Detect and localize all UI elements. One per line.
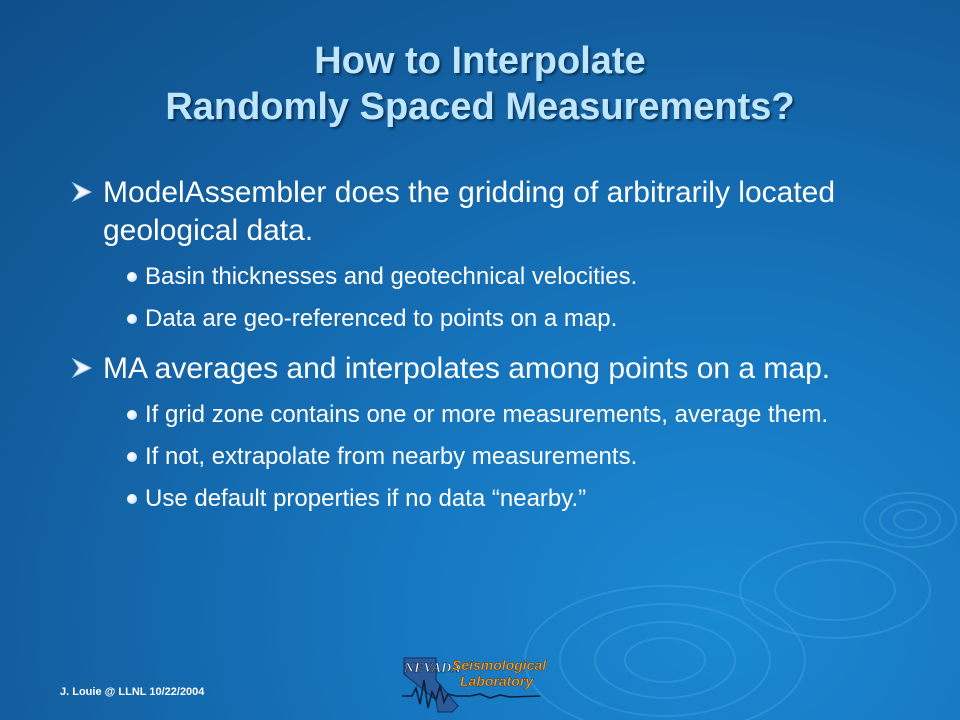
bullet-text: ModelAssembler does the gridding of arbitrarily located geological data. [103,176,836,247]
arrowhead-bullet-icon [70,180,94,204]
bullet-text: MA averages and interpolates among points on a map. [103,352,831,385]
sub-bullet-text: If grid zone contains one or more measurements, average them. [145,401,829,428]
sub-bullet-item [60,442,920,472]
sub-bullet-item [60,484,920,514]
footer-author: J. Louie @ LLNL 10/22/2004 [60,686,205,698]
slide-title [0,38,960,130]
bullet-list [60,168,920,514]
logo-nevada-text: NEVADA [404,661,461,676]
round-dot-bullet-icon [127,272,137,282]
round-dot-bullet-icon [127,314,137,324]
bullet-item [60,350,920,388]
round-dot-bullet-icon [127,452,137,462]
sub-bullet-item [60,400,920,430]
title-line-2: Randomly Spaced Measurements? [165,86,795,128]
sub-bullet-text: If not, extrapolate from nearby measurements. [145,443,638,470]
nevada-seismological-laboratory-logo [400,650,560,714]
arrowhead-bullet-icon [70,356,94,380]
round-dot-bullet-icon [127,494,137,504]
logo-line1-text: Seismological [452,657,547,673]
logo-line2-text: Laboratory [460,673,534,689]
sub-bullet-item [60,262,920,292]
sub-bullet-text: Data are geo-referenced to points on a map. [145,305,618,332]
title-line-1: How to Interpolate [314,40,646,82]
sub-bullet-text: Basin thicknesses and geotechnical velocities. [145,263,638,290]
sub-bullet-text: Use default properties if no data “nearby.” [145,485,587,512]
sub-bullet-item [60,304,920,334]
bullet-item [60,174,920,250]
round-dot-bullet-icon [127,410,137,420]
